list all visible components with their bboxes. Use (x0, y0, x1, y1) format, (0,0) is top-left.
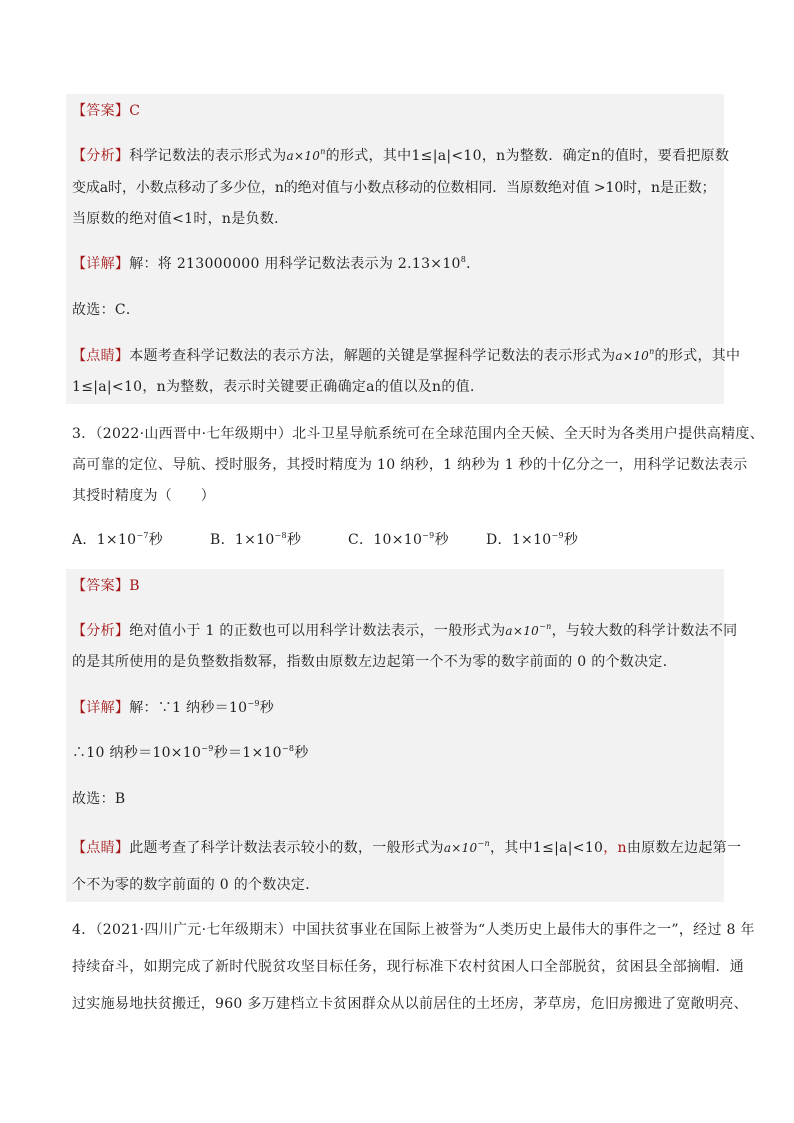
question-4-line-3: 过实施易地扶贫搬迁，960 多万建档立卡贫困群众从以前居住的土坯房，茅草房，危旧房搬进了宽敞明亮、 (72, 996, 748, 1012)
analysis-line-3: 当原数的绝对值<1时，n是负数． (72, 211, 289, 227)
option-unit: 秒 (148, 532, 164, 548)
analysis-text: ，n为整数．确定n的值时，要看把原数 (481, 148, 730, 164)
detail-exponent: −8 (281, 744, 295, 753)
option-base: 1×10 (511, 532, 552, 548)
option-d[interactable] (486, 530, 578, 550)
question-3-line-2: 高可靠的定位、导航、授时服务，其授时精度为 10 纳秒，1 纳秒为 1 秒的十亿分之一，用科学记数法表示 (72, 457, 748, 473)
question-3-line-3: 其授时精度为（ ） (72, 488, 215, 504)
analysis-line-1 (72, 621, 737, 641)
comment-text: 由原数左边起第一 (626, 840, 742, 856)
choose-line: 故选：B (72, 791, 126, 807)
comment-line-1 (72, 346, 740, 366)
option-label: B． (210, 532, 235, 548)
comment-line-1 (72, 838, 741, 858)
analysis-tag: 【分析】 (72, 623, 130, 639)
formula-base: a×10 (615, 349, 650, 363)
comment-text: 的形式，其中 (654, 348, 741, 364)
detail-text: 解：将 213000000 用科学记数法表示为 2.13×10 (129, 256, 461, 272)
answer-tag: 【答案】 (72, 103, 130, 119)
detail-line-2 (72, 743, 309, 763)
detail-exponent: 8 (460, 255, 467, 264)
option-label: D． (486, 532, 512, 548)
detail-text: 秒＝1×10 (213, 745, 282, 761)
detail-text: 解：∵1 纳秒＝10 (129, 700, 248, 716)
detail-text: 秒 (259, 700, 275, 716)
formula (444, 841, 490, 855)
condition: 1≤|a|<10 (411, 148, 482, 164)
option-unit: 秒 (563, 532, 579, 548)
analysis-line-2: 的是其所使用的是负整数指数幂，指数由原数左边起第一个不为零的数字前面的 0 的个数决定． (72, 654, 678, 670)
answer-tag: 【答案】 (72, 578, 130, 594)
analysis-text: 科学记数法的表示形式为 (129, 148, 287, 164)
analysis-text: 绝对值小于 1 的正数也可以用科学计数法表示，一般形式为 (129, 623, 506, 639)
formula-base: a×10 (286, 149, 321, 163)
option-unit: 秒 (286, 532, 302, 548)
answer-value: C (129, 103, 141, 119)
formula (287, 149, 326, 163)
option-base: 1×10 (96, 532, 137, 548)
question-4-line-2: 持续奋斗，如期完成了新时代脱贫攻坚目标任务，现行标准下农村贫困人口全部脱贫，贫困县全部摘帽．通 (72, 959, 745, 975)
detail-tag: 【详解】 (72, 256, 130, 272)
option-exponent: −9 (551, 531, 564, 540)
formula-base: a×10 (443, 841, 478, 855)
analysis-line-2: 变成a时，小数点移动了多少位，n的绝对值与小数点移动的位数相同．当原数绝对值 >10时，n是正数； (72, 180, 716, 196)
analysis-tag: 【分析】 (72, 148, 130, 164)
option-base: 1×10 (234, 532, 275, 548)
option-b[interactable] (210, 530, 301, 550)
analysis-text: ，与较大数的科学计数法不同 (551, 623, 738, 639)
answer-line (72, 101, 140, 121)
option-exponent: −9 (422, 531, 435, 540)
option-exponent: −8 (274, 531, 287, 540)
option-label: A． (72, 532, 97, 548)
analysis-text: 的形式，其中 (325, 148, 412, 164)
option-exponent: −7 (136, 531, 149, 540)
option-c[interactable] (348, 530, 449, 550)
detail-line-1 (72, 698, 274, 718)
detail-exponent: −9 (247, 699, 260, 708)
option-label: C． (348, 532, 374, 548)
detail-text: ∴10 纳秒＝10×10 (72, 745, 202, 761)
question-4-line-1: 4．（2021·四川广元·七年级期末）中国扶贫事业在国际上被誉为“人类历史上最伟大的事件之一”，经过 8 年 (72, 922, 755, 938)
question-3-line-1: 3．（2022·山西晋中·七年级期中）北斗卫星导航系统可在全球范围内全天候、全天时为各类用户提供高精度、 (72, 426, 765, 442)
option-a[interactable] (72, 530, 163, 550)
analysis-line-1 (72, 146, 729, 166)
option-base: 10×10 (373, 532, 423, 548)
formula-exponent: −n (477, 839, 490, 848)
answer-value: B (129, 578, 140, 594)
comment-tag: 【点睛】 (72, 840, 130, 856)
comment-text: 本题考查科学记数法的表示方法，解题的关键是掌握科学记数法的表示形式为 (129, 348, 616, 364)
answer-line (72, 576, 140, 596)
formula-exponent: n (320, 147, 326, 156)
detail-line (72, 254, 480, 274)
detail-text: 秒 (294, 745, 309, 761)
detail-tag: 【详解】 (72, 700, 130, 716)
choose-line: 故选：C． (72, 302, 141, 318)
comment-text: 此题考查了科学计数法表示较小的数，一般形式为 (129, 840, 444, 856)
formula-base: a×10 (505, 624, 540, 638)
comment-line-2: 个不为零的数字前面的 0 的个数决定． (72, 877, 320, 893)
option-unit: 秒 (434, 532, 449, 548)
formula (615, 349, 654, 363)
comment-line-2: 1≤|a|<10，n为整数，表示时关键要正确确定a的值以及n的值． (72, 379, 485, 395)
formula-exponent: n (649, 347, 655, 356)
comment-text: ，其中 (489, 840, 533, 856)
variable-n: ，n (603, 840, 627, 856)
formula-exponent: −n (539, 622, 552, 631)
formula (505, 624, 551, 638)
comment-tag: 【点睛】 (72, 348, 130, 364)
detail-text: ． (466, 256, 481, 272)
detail-exponent: −9 (201, 744, 214, 753)
condition: 1≤|a|<10 (532, 840, 604, 856)
